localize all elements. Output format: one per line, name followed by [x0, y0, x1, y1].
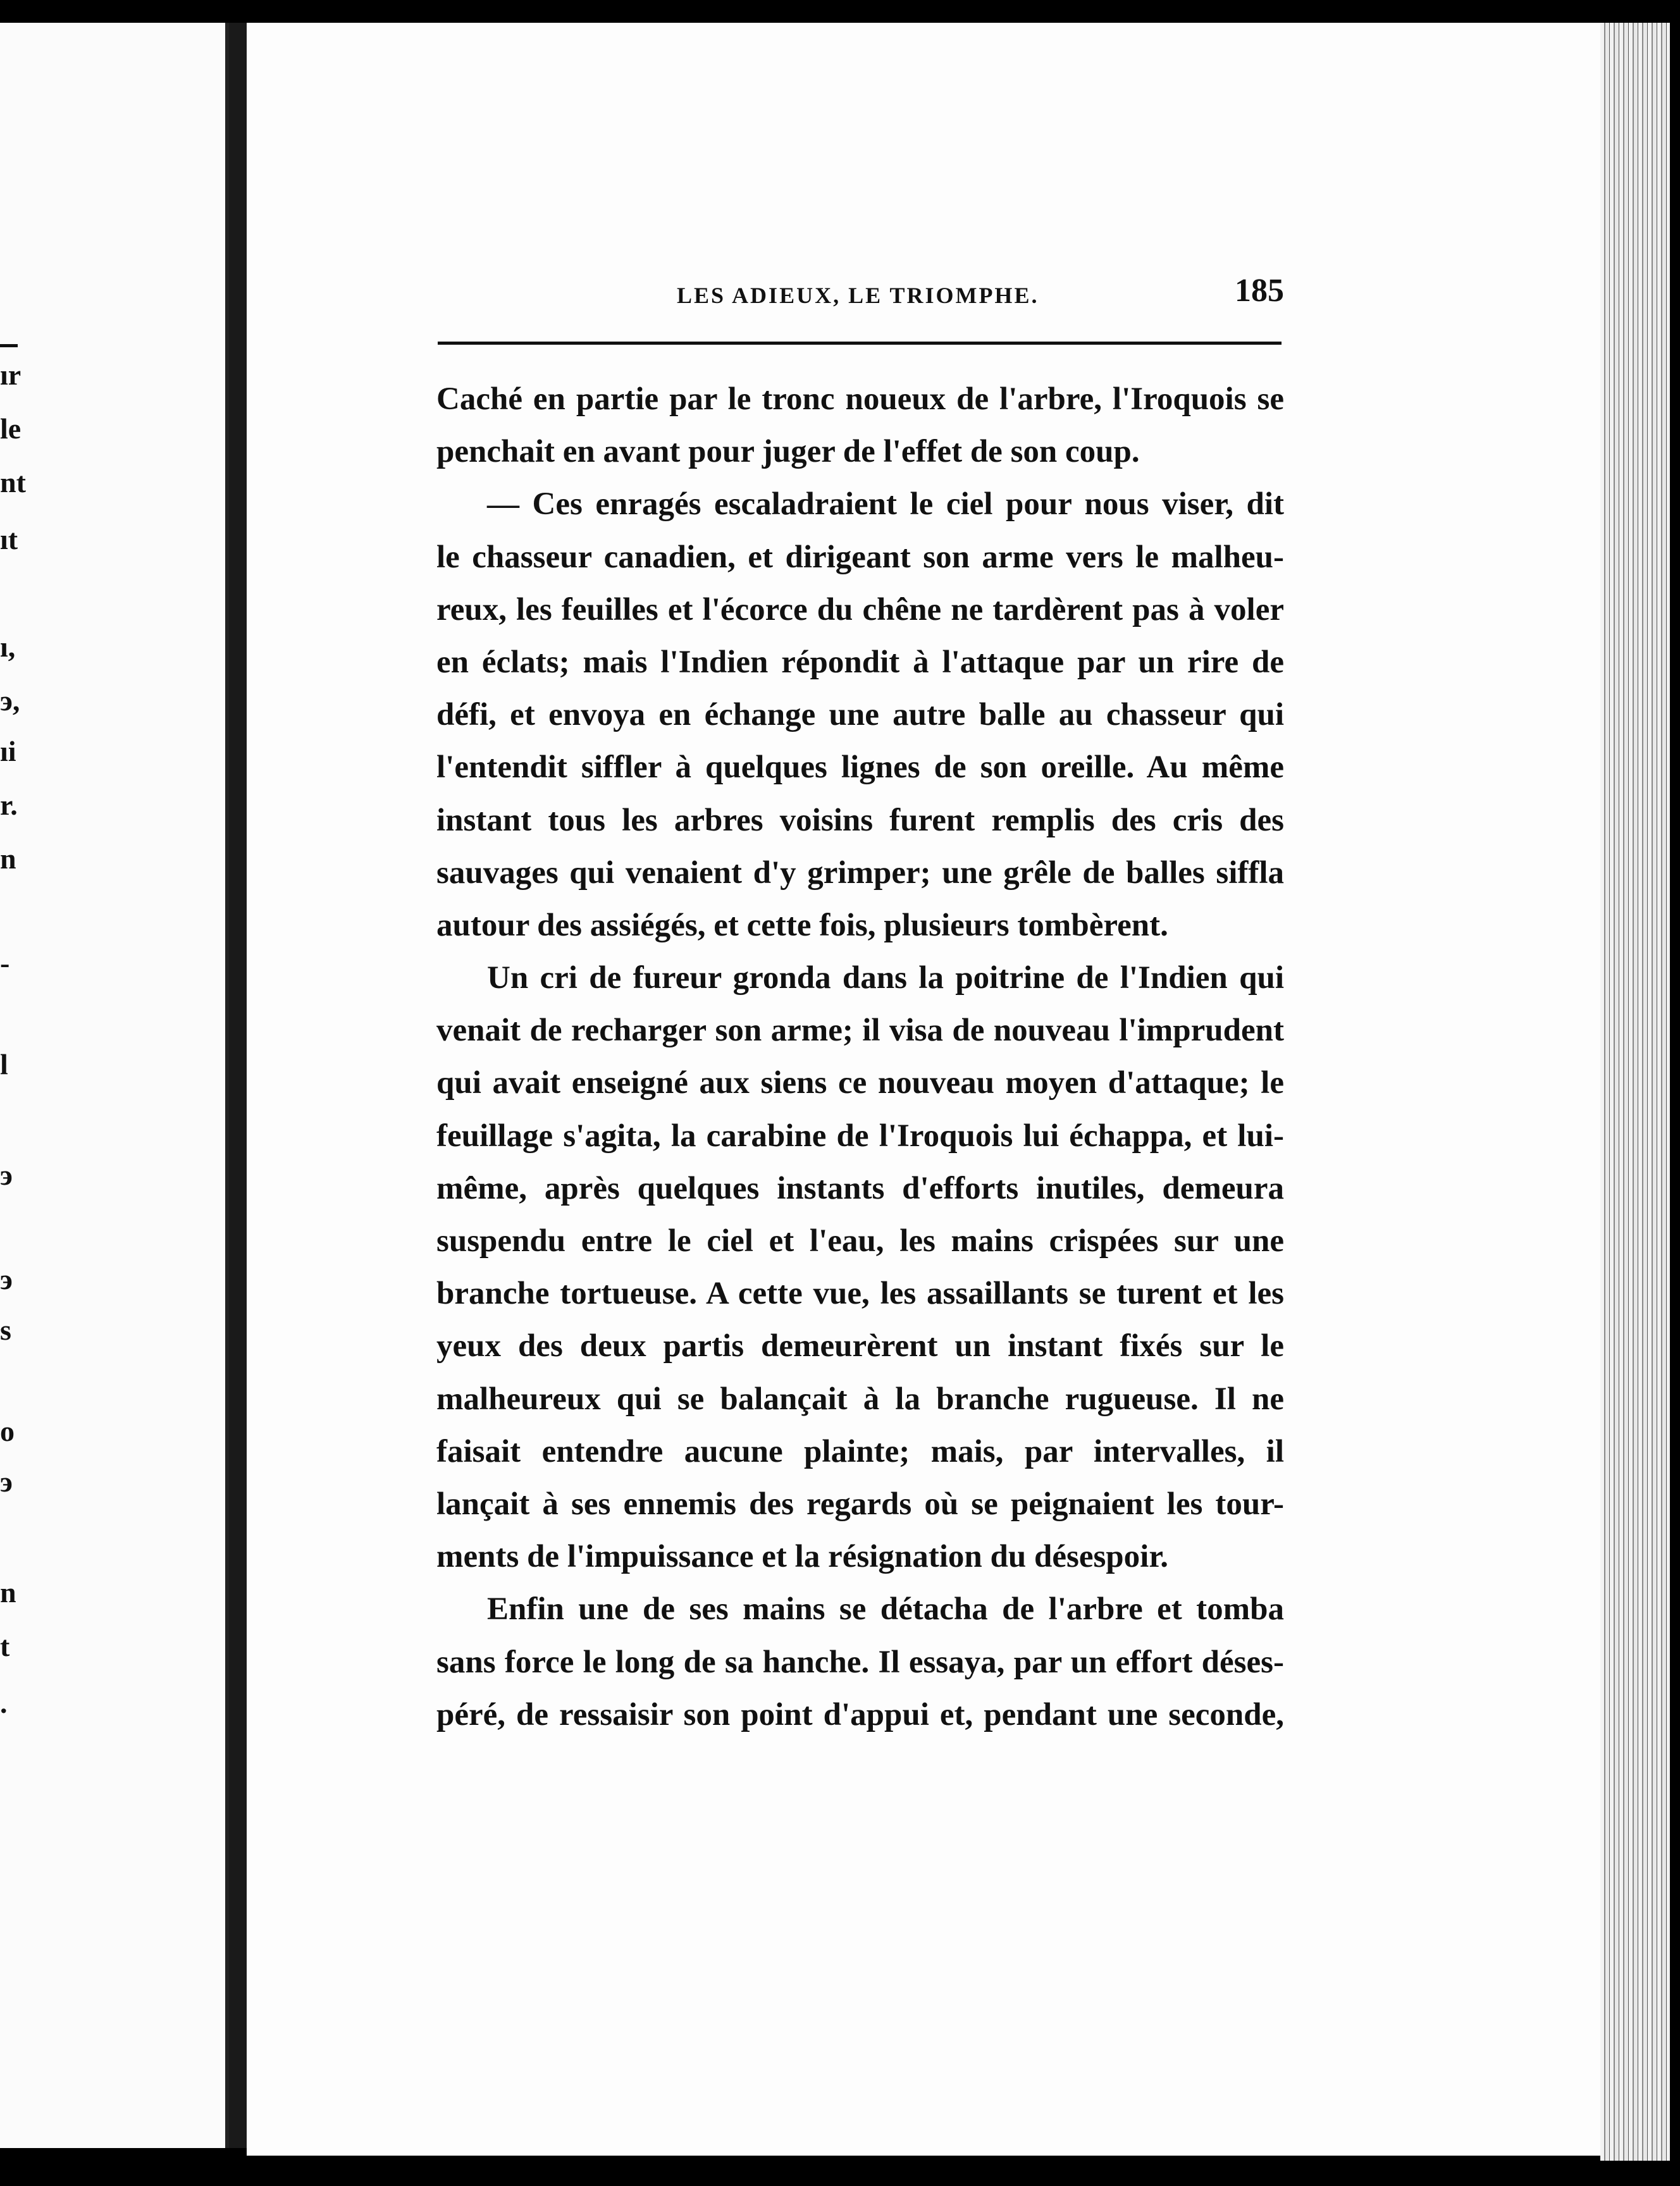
- text-line: sans force le long de sa hanche. Il essaya, par un effort déses-: [436, 1644, 1284, 1680]
- text-line: Un cri de fureur gronda dans la poitrine de l'Indien qui: [487, 960, 1284, 996]
- left-margin-fragment: t: [0, 1630, 10, 1662]
- text-line: même, après quelques instants d'efforts inutiles, demeura: [436, 1170, 1284, 1206]
- left-page-fragment: [0, 23, 229, 2148]
- page-edges: [1600, 23, 1670, 2161]
- left-margin-fragment: o: [0, 1415, 15, 1447]
- left-margin-fragment: n: [0, 843, 16, 875]
- left-margin-fragment: э: [0, 1159, 13, 1191]
- text-line: le chasseur canadien, et dirigeant son arme vers le malheu-: [436, 539, 1284, 575]
- text-line: feuillage s'agita, la carabine de l'Iroquois lui échappa, et lui-: [436, 1118, 1284, 1154]
- left-margin-fragment: r.: [0, 789, 18, 821]
- left-margin-fragment: э: [0, 1466, 13, 1498]
- text-line: malheureux qui se balançait à la branche rugueuse. Il ne: [436, 1381, 1284, 1417]
- page-number: 185: [1235, 273, 1284, 309]
- text-line: instant tous les arbres voisins furent remplis des cris des: [436, 802, 1284, 838]
- text-line: l'entendit siffler à quelques lignes de son oreille. Au même: [436, 750, 1284, 786]
- left-margin-fragment: nt: [0, 466, 26, 498]
- text-line: lançait à ses ennemis des regards où se peignaient les tour-: [436, 1486, 1284, 1522]
- left-margin-fragment: ı,: [0, 631, 16, 663]
- page-header: [436, 272, 1284, 316]
- left-margin-fragment: э: [0, 1263, 13, 1295]
- body-text: [436, 373, 1284, 1741]
- text-line: autour des assiégés, et cette fois, plusieurs tombèrent.: [436, 907, 1168, 943]
- left-margin-fragment: l: [0, 1048, 8, 1080]
- paragraph: [436, 952, 1284, 1583]
- book-gutter: [229, 23, 247, 2148]
- left-margin-fragment: s: [0, 1314, 11, 1346]
- text-line: — Ces enragés escaladraient le ciel pour nous viser, dit: [487, 486, 1284, 522]
- text-line: Caché en partie par le tronc noueux de l'arbre, l'Iroquois se: [436, 381, 1284, 417]
- left-margin-fragment: le: [0, 412, 22, 445]
- running-title: LES ADIEUX, LE TRIOMPHE.: [677, 283, 1039, 308]
- text-line: qui avait enseigné aux siens ce nouveau moyen d'attaque; le: [436, 1065, 1284, 1101]
- text-line: en éclats; mais l'Indien répondit à l'attaque par un rire de: [436, 644, 1284, 680]
- left-margin-fragment: n: [0, 1576, 16, 1609]
- text-line: venait de recharger son arme; il visa de nouveau l'imprudent: [436, 1013, 1284, 1049]
- left-margin-fragment: ır: [0, 359, 22, 391]
- text-line: péré, de ressaisir son point d'appui et, pendant une seconde,: [436, 1696, 1284, 1732]
- paragraph: [436, 478, 1284, 952]
- left-margin-fragment: .: [0, 1687, 8, 1719]
- text-line: penchait en avant pour juger de l'effet de son coup.: [436, 434, 1140, 470]
- left-page-rule: [0, 344, 18, 347]
- paragraph: [436, 373, 1284, 478]
- text-line: Enfin une de ses mains se détacha de l'arbre et tomba: [487, 1591, 1284, 1627]
- left-margin-fragment: ıt: [0, 523, 18, 555]
- left-margin-fragment: -: [0, 947, 10, 979]
- left-margin-fragment: ıi: [0, 735, 16, 767]
- text-line: suspendu entre le ciel et l'eau, les mains crispées sur une: [436, 1223, 1284, 1259]
- text-line: reux, les feuilles et l'écorce du chêne ne tardèrent pas à voler: [436, 591, 1284, 627]
- header-rule: [438, 342, 1282, 345]
- left-margin-fragment: э,: [0, 684, 20, 717]
- text-line: ments de l'impuissance et la résignation du désespoir.: [436, 1539, 1169, 1575]
- text-line: yeux des deux partis demeurèrent un instant fixés sur le: [436, 1328, 1284, 1364]
- text-line: sauvages qui venaient d'y grimper; une grêle de balles siffla: [436, 855, 1284, 891]
- text-line: branche tortueuse. A cette vue, les assaillants se turent et les: [436, 1276, 1284, 1312]
- paragraph: [436, 1583, 1284, 1741]
- text-line: défi, et envoya en échange une autre balle au chasseur qui: [436, 697, 1284, 733]
- text-line: faisait entendre aucune plainte; mais, par intervalles, il: [436, 1433, 1284, 1469]
